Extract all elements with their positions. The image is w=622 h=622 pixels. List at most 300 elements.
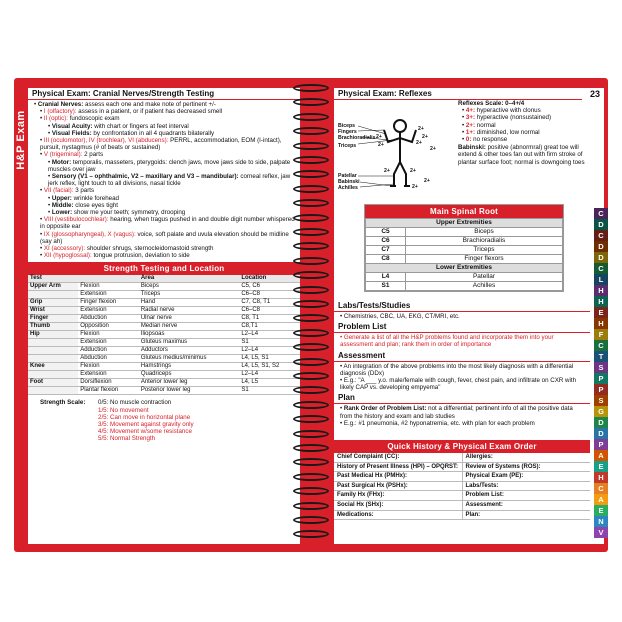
section-tab[interactable]: G bbox=[594, 406, 608, 417]
nerve-test: assess in a patient, or if patient has decreased smell bbox=[78, 108, 223, 116]
lower-extremities-header: Lower Extremities bbox=[366, 264, 563, 273]
table-cell: Ulnar nerve bbox=[139, 315, 240, 323]
reflex-scale-item: • 2+: normal bbox=[462, 121, 496, 129]
bullet: • bbox=[40, 252, 44, 260]
quick-hp-left: Past Medical Hx (PMHx): bbox=[334, 472, 462, 482]
table-row bbox=[28, 379, 300, 387]
reflex-meaning: hyperactive (nonsustained) bbox=[476, 114, 552, 122]
spiral-coil bbox=[293, 473, 329, 481]
babinski-note: Babinski: positive (abnormral) great toe will extend & other toes fan out with firm stroke of plantar surface foot; normal is downgoing toes bbox=[458, 144, 585, 166]
cranial-nerve-line bbox=[40, 231, 296, 245]
nerve-name: XI (accessory): bbox=[43, 245, 86, 253]
bullet: • bbox=[48, 173, 52, 181]
spiral-coil bbox=[293, 358, 329, 366]
table-cell: C6–C8 bbox=[239, 307, 300, 315]
mark-triceps: 2+ bbox=[416, 140, 422, 146]
reflex-scale-item: • 1+: diminished, low normal bbox=[462, 128, 540, 136]
plan-text-2: • E.g.: #1 pneumonia, #2 hyponatremia, etc. with plan for each problem bbox=[340, 419, 535, 427]
spiral-coil bbox=[293, 516, 329, 524]
bullet: • bbox=[40, 115, 44, 123]
spinal-root-row bbox=[366, 273, 563, 282]
table-cell: S1 bbox=[239, 387, 300, 395]
quick-hp-table bbox=[334, 453, 590, 520]
quick-hp-title: Quick History & Physical Exam Order bbox=[334, 440, 590, 453]
table-row bbox=[28, 387, 300, 395]
spiral-coil bbox=[293, 329, 329, 337]
table-cell: Hamstrings bbox=[139, 363, 240, 371]
spiral-coil bbox=[293, 113, 329, 121]
table-cell: Flexion bbox=[78, 283, 139, 291]
table-row bbox=[28, 323, 300, 331]
nerve-test: shoulder shrugs, sternocleidomastoid strength bbox=[86, 245, 214, 253]
table-cell: C6–C8 bbox=[239, 291, 300, 299]
spiral-coil bbox=[293, 185, 329, 193]
root-reflex: Finger flexors bbox=[406, 255, 563, 264]
strength-scale-label: Strength Scale: bbox=[40, 399, 86, 407]
table-cell: Dorsiflexion bbox=[78, 379, 139, 387]
nerve-name: Visual Fields: bbox=[51, 129, 92, 137]
section-tab[interactable]: H bbox=[594, 285, 608, 296]
section-tab[interactable]: C bbox=[594, 340, 608, 351]
mark-brachioradialis: 2+ bbox=[422, 134, 428, 140]
section-tab[interactable]: L bbox=[594, 274, 608, 285]
mark-left-patellar: 2+ bbox=[384, 168, 390, 174]
table-cell: Foot bbox=[28, 379, 78, 387]
spiral-coil bbox=[293, 84, 329, 92]
section-tab[interactable]: A bbox=[594, 494, 608, 505]
spinal-root-row bbox=[366, 237, 563, 246]
label-patellar: Patellar bbox=[338, 173, 357, 179]
quick-hp-left: History of Present Illness (HPI) – OPQRST: bbox=[334, 462, 462, 472]
spiral-coil bbox=[293, 444, 329, 452]
scale-item: 3/5: Movement against gravity only bbox=[98, 421, 194, 429]
mark-babinski: 2+ bbox=[424, 178, 430, 184]
nerve-name: V (trigeminal): bbox=[43, 151, 83, 159]
quick-hp-right: Review of Systems (ROS): bbox=[462, 462, 590, 472]
section-tab[interactable]: C bbox=[594, 483, 608, 494]
nerve-test: corneal reflex, jaw jerk reflex, light touch to all divisions, nasal tickle bbox=[48, 173, 291, 188]
table-row bbox=[28, 347, 300, 355]
table-cell: S1 bbox=[239, 339, 300, 347]
table-cell: Triceps bbox=[139, 291, 240, 299]
section-tab[interactable]: S bbox=[594, 395, 608, 406]
section-tab[interactable]: H bbox=[594, 472, 608, 483]
mark-fingers: 2+ bbox=[430, 146, 436, 152]
bullet: • bbox=[40, 108, 44, 116]
spiral-coil bbox=[293, 458, 329, 466]
right-side-label: H&P Exam bbox=[594, 152, 604, 198]
bullet: • bbox=[40, 230, 44, 238]
table-cell: Finger bbox=[28, 315, 78, 323]
scale-item: 1/5: No movement bbox=[98, 406, 149, 414]
table-row bbox=[28, 291, 300, 299]
nerve-test: tongue protrusion, deviation to side bbox=[93, 252, 190, 260]
nerve-name: I (olfactory): bbox=[43, 108, 77, 116]
section-tab[interactable]: T bbox=[594, 351, 608, 362]
table-cell: Grip bbox=[28, 299, 78, 307]
table-cell: C8, T1 bbox=[239, 315, 300, 323]
quick-hp-right: Problem List: bbox=[462, 491, 590, 501]
nerve-name: VIII (vestibulocochlear): bbox=[43, 216, 109, 224]
quick-hp-right: Labs/Tests: bbox=[462, 481, 590, 491]
cranial-nerve-line bbox=[40, 137, 296, 151]
reflex-meaning: normal bbox=[476, 121, 496, 129]
spiral-coil bbox=[293, 343, 329, 351]
nerve-name: Middle: bbox=[51, 201, 74, 209]
table-cell: L4, L5 bbox=[239, 379, 300, 387]
upper-extremities-header: Upper Extremities bbox=[366, 219, 563, 228]
nerve-test: close eyes tight bbox=[75, 201, 118, 209]
label-triceps: Triceps bbox=[338, 143, 357, 149]
nerve-test: 2 parts bbox=[84, 151, 104, 159]
section-tab[interactable]: E bbox=[594, 505, 608, 516]
section-tab[interactable]: H bbox=[594, 296, 608, 307]
root-reflex: Biceps bbox=[406, 228, 563, 237]
cranial-nerve-line bbox=[40, 187, 296, 194]
bullet: • bbox=[40, 137, 44, 145]
table-cell: Knee bbox=[28, 363, 78, 371]
section-tab[interactable]: D bbox=[594, 252, 608, 263]
table-cell: Abduction bbox=[78, 315, 139, 323]
section-tab[interactable]: H bbox=[594, 318, 608, 329]
plan-title: Plan bbox=[334, 392, 590, 404]
nerve-test: with chart or fingers at feet interval bbox=[94, 122, 189, 130]
spiral-coil bbox=[293, 286, 329, 294]
bullet: • bbox=[48, 201, 52, 209]
table-cell: Median nerve bbox=[139, 323, 240, 331]
root-level: C5 bbox=[366, 228, 406, 237]
bullet: • bbox=[48, 122, 52, 130]
nerve-name: Visual Acuity: bbox=[51, 122, 93, 130]
root-level: C7 bbox=[366, 246, 406, 255]
spiral-coil bbox=[293, 487, 329, 495]
reflex-meaning: diminished, low normal bbox=[476, 128, 540, 136]
cranial-nerve-line bbox=[40, 195, 296, 202]
workup-sections bbox=[334, 300, 590, 428]
table-row bbox=[28, 355, 300, 363]
reflex-grade: 4+: bbox=[465, 107, 476, 115]
section-tab[interactable]: C bbox=[594, 230, 608, 241]
table-cell: Upper Arm bbox=[28, 283, 78, 291]
labs-text: • Chemistries, CBC, UA, EKG, CT/MRI, etc. bbox=[340, 313, 460, 320]
scale-item: 4/5: Movement w/some resistance bbox=[98, 428, 192, 436]
mark-biceps: 2+ bbox=[418, 126, 424, 132]
table-cell: Gluteus medius/minimus bbox=[139, 355, 240, 363]
quick-hp-row bbox=[334, 510, 590, 520]
table-cell: Wrist bbox=[28, 307, 78, 315]
table-row bbox=[28, 363, 300, 371]
table-cell: Opposition bbox=[78, 323, 139, 331]
cranial-nerve-line bbox=[40, 252, 296, 259]
root-level: L4 bbox=[366, 273, 406, 282]
section-tab[interactable]: E bbox=[594, 461, 608, 472]
reflex-grade: 3+: bbox=[465, 114, 476, 122]
quick-hp-right: Physical Exam (PE): bbox=[462, 472, 590, 482]
nerve-test: hearing, when tragus pushed in and double digit number whispered in opposite ear bbox=[40, 216, 295, 231]
spiral-coil bbox=[293, 142, 329, 150]
nerve-name: III (oculomotor), IV (trochlear), VI (abducens): bbox=[43, 137, 169, 145]
table-row bbox=[28, 307, 300, 315]
quick-hp-row bbox=[334, 453, 590, 462]
root-level: C6 bbox=[366, 237, 406, 246]
section-tab[interactable]: P bbox=[594, 439, 608, 450]
table-cell: L2–L4 bbox=[239, 371, 300, 379]
spiral-binding bbox=[293, 78, 329, 552]
table-cell: Adductors bbox=[139, 347, 240, 355]
strength-scale bbox=[28, 395, 300, 442]
left-side-label: H&P Exam bbox=[15, 110, 27, 170]
table-cell bbox=[28, 339, 78, 347]
table-cell: L2–L4 bbox=[239, 331, 300, 339]
section-tab[interactable]: D bbox=[594, 241, 608, 252]
spinal-root-row bbox=[366, 282, 563, 291]
table-row bbox=[28, 339, 300, 347]
table-cell: Finger flexion bbox=[78, 299, 139, 307]
page-number: 23 bbox=[589, 89, 600, 99]
strength-table-header bbox=[28, 275, 300, 283]
spiral-coil bbox=[293, 156, 329, 164]
table-cell: Flexion bbox=[78, 363, 139, 371]
cranial-nerves-intro: • Cranial Nerves: assess each one and make note of pertinent +/- bbox=[34, 101, 216, 108]
reflex-grade: 1+: bbox=[465, 128, 476, 136]
bullet: • bbox=[48, 158, 52, 166]
reflexes-title: Physical Exam: Reflexes bbox=[334, 88, 582, 100]
nerve-test: wrinkle forehead bbox=[73, 194, 119, 202]
col-blank bbox=[78, 275, 139, 283]
nerve-name: XII (hypoglossal): bbox=[43, 252, 92, 260]
scale-item: 0/5: No muscle contraction bbox=[98, 399, 172, 407]
table-cell: Extension bbox=[78, 291, 139, 299]
mark-left-biceps: 2+ bbox=[376, 134, 382, 140]
section-tab[interactable]: C bbox=[594, 263, 608, 274]
reflex-stick-figure bbox=[338, 116, 448, 196]
nerve-test: by confrontation in all 4 quadrants bilaterally bbox=[93, 129, 215, 137]
strength-scale-list bbox=[98, 399, 194, 442]
nerve-test: show me your teeth; symmetry, drooping bbox=[73, 209, 186, 217]
table-row bbox=[28, 299, 300, 307]
reflex-grade: 2+: bbox=[465, 121, 476, 129]
reflex-meaning: hyperactive with clonus bbox=[476, 107, 541, 115]
right-edge-strip bbox=[594, 78, 608, 552]
table-cell: C8,T1 bbox=[239, 323, 300, 331]
mark-patellar: 2+ bbox=[410, 168, 416, 174]
spiral-coil bbox=[293, 271, 329, 279]
cranial-nerve-line bbox=[40, 202, 296, 209]
reflex-scale-item: • 4+: hyperactive with clonus bbox=[462, 107, 541, 115]
section-tab[interactable]: D bbox=[594, 428, 608, 439]
col-area: Area bbox=[139, 275, 240, 283]
table-cell: Abduction bbox=[78, 355, 139, 363]
nerve-name: IX (glossopharyngeal), X (vagus): bbox=[43, 230, 136, 238]
main-spinal-root-table bbox=[364, 204, 564, 292]
table-cell bbox=[28, 371, 78, 379]
main-spinal-root-title: Main Spinal Root bbox=[365, 205, 563, 218]
table-cell bbox=[28, 387, 78, 395]
labs-title: Labs/Tests/Studies bbox=[334, 300, 590, 312]
cranial-nerve-list bbox=[28, 108, 300, 259]
nerve-name: Sensory (V1 – ophthalmic, V2 – maxillary and V3 – mandibular): bbox=[51, 173, 239, 181]
spiral-coil bbox=[293, 300, 329, 308]
table-cell: L2–L4 bbox=[239, 347, 300, 355]
spinal-root-row bbox=[366, 228, 563, 237]
section-tab[interactable]: F bbox=[594, 329, 608, 340]
spiral-coil bbox=[293, 228, 329, 236]
table-cell: Extension bbox=[78, 371, 139, 379]
nerve-test: 3 parts bbox=[75, 187, 95, 195]
spiral-coil bbox=[293, 257, 329, 265]
cranial-nerve-line bbox=[40, 245, 296, 252]
section-tab[interactable]: D bbox=[594, 417, 608, 428]
table-cell: Quadriceps bbox=[139, 371, 240, 379]
bullet: • bbox=[40, 151, 44, 159]
quick-hp-row bbox=[334, 491, 590, 501]
quick-hp-right: Allergies: bbox=[462, 453, 590, 462]
nerve-test: fundoscopic exam bbox=[69, 115, 120, 123]
bullet: • bbox=[48, 209, 52, 217]
section-tab[interactable]: C bbox=[594, 208, 608, 219]
table-cell bbox=[28, 291, 78, 299]
assessment-text-2: • E.g.: "A ___ y.o. male/female with cough, fever, chest pain, and infiltrate on CXR with likely CAP vs. developing empyema" bbox=[340, 377, 577, 392]
problem-list-text: • Generate a list of all the H&P problems found and incorporate them into your assessment and plan; rank them in order of importance bbox=[340, 334, 554, 349]
quick-hp-order bbox=[334, 440, 590, 520]
bullet: • bbox=[40, 187, 44, 195]
cranial-nerve-line bbox=[40, 159, 296, 173]
quick-hp-row bbox=[334, 500, 590, 510]
table-cell: Hand bbox=[139, 299, 240, 307]
nerve-test: PERRL, accommodation, EOM (I-intact), pursuit, nystagmus (# of beats or sustained) bbox=[40, 137, 282, 152]
label-babinski: Babinski bbox=[338, 179, 360, 185]
table-row bbox=[28, 315, 300, 323]
assessment-title: Assessment bbox=[334, 350, 590, 362]
bullet: • bbox=[40, 216, 44, 224]
table-row bbox=[28, 283, 300, 291]
label-brachioradialis: Brachioradialis bbox=[338, 135, 376, 141]
spiral-coil bbox=[293, 98, 329, 106]
reflex-scale-title: Reflexes Scale: 0–4+/4 bbox=[458, 100, 525, 107]
spiral-coil bbox=[293, 401, 329, 409]
nerve-name: Upper: bbox=[51, 194, 72, 202]
section-tab[interactable]: D bbox=[594, 219, 608, 230]
section-tab[interactable]: V bbox=[594, 527, 608, 538]
section-tab[interactable]: S bbox=[594, 362, 608, 373]
nerve-test: temporalis, masseters, pterygoids: clench jaws, move jaws side to side, palpate muscles over jaw bbox=[48, 158, 291, 173]
table-cell: Posterior lower leg bbox=[139, 387, 240, 395]
label-biceps: Biceps bbox=[338, 123, 356, 129]
assessment-text-1: • An integration of the above problems into the most likely diagnosis with a differential diagnosis (DDx) bbox=[340, 362, 574, 377]
spiral-coil bbox=[293, 386, 329, 394]
table-cell: Radial nerve bbox=[139, 307, 240, 315]
reflex-grade: 0: bbox=[465, 136, 472, 144]
bullet: • bbox=[48, 129, 52, 137]
root-reflex: Achilles bbox=[406, 282, 563, 291]
quick-hp-left: Past Surgical Hx (PSHx): bbox=[334, 481, 462, 491]
spiral-coil bbox=[293, 214, 329, 222]
spiral-coil bbox=[293, 170, 329, 178]
table-cell: L4, L5, S1, S2 bbox=[239, 363, 300, 371]
strength-table bbox=[28, 275, 300, 395]
quick-hp-right: Plan: bbox=[462, 510, 590, 520]
table-row bbox=[28, 331, 300, 339]
spiral-coil bbox=[293, 372, 329, 380]
spiral-coil bbox=[293, 502, 329, 510]
section-tab[interactable]: N bbox=[594, 516, 608, 527]
label-fingers: Fingers bbox=[338, 129, 357, 135]
cranial-nerve-line bbox=[40, 209, 296, 216]
reflex-scale-list bbox=[458, 107, 588, 143]
strength-testing-header: Strength Testing and Location bbox=[28, 262, 300, 275]
section-tab[interactable]: P bbox=[594, 384, 608, 395]
problem-list-title: Problem List bbox=[334, 321, 590, 333]
scale-item: 2/5: Can move in horizontal plane bbox=[98, 413, 191, 421]
table-cell: L4, L5, S1 bbox=[239, 355, 300, 363]
table-cell: C7, C8, T1 bbox=[239, 299, 300, 307]
col-location: Location bbox=[239, 275, 300, 283]
reflex-scale-block bbox=[458, 100, 588, 166]
root-reflex: Brachioradialis bbox=[406, 237, 563, 246]
table-cell bbox=[28, 355, 78, 363]
table-cell: Gluteus maximus bbox=[139, 339, 240, 347]
spiral-coil bbox=[293, 242, 329, 250]
cranial-nerve-line bbox=[40, 130, 296, 137]
nerve-test: voice, soft palate and uvula elevation should be midline (say ah) bbox=[40, 230, 289, 245]
spinal-root-row bbox=[366, 255, 563, 264]
table-cell: Anterior lower leg bbox=[139, 379, 240, 387]
spiral-coil bbox=[293, 415, 329, 423]
quick-hp-row bbox=[334, 481, 590, 491]
open-booklet bbox=[14, 78, 608, 552]
cranial-nerve-line bbox=[40, 115, 296, 122]
spiral-coil bbox=[293, 127, 329, 135]
section-tab[interactable]: E bbox=[594, 307, 608, 318]
cranial-nerve-line bbox=[40, 151, 296, 158]
plan-text-1: • Rank Order of Problem List: not a differential; pertinent info of all the positive data from the history and exam and lab studies bbox=[340, 405, 573, 420]
quick-hp-row bbox=[334, 472, 590, 482]
root-reflex: Patellar bbox=[406, 273, 563, 282]
quick-hp-left: Family Hx (FHx): bbox=[334, 491, 462, 501]
quick-hp-left: Social Hx (SHx): bbox=[334, 500, 462, 510]
table-row bbox=[28, 371, 300, 379]
spiral-coil bbox=[293, 199, 329, 207]
reflex-scale-item: • 0: no response bbox=[462, 136, 508, 144]
mark-left-triceps: 2+ bbox=[378, 142, 384, 148]
quick-hp-right: Assessment: bbox=[462, 500, 590, 510]
root-level: C8 bbox=[366, 255, 406, 264]
reflex-meaning: no response bbox=[473, 136, 508, 144]
section-tab[interactable]: A bbox=[594, 450, 608, 461]
spiral-coil bbox=[293, 314, 329, 322]
table-cell: Extension bbox=[78, 339, 139, 347]
table-cell: Flexion bbox=[78, 331, 139, 339]
right-page bbox=[334, 88, 604, 544]
bullet: • bbox=[40, 245, 44, 253]
reflex-scale-item: • 3+: hyperactive (nonsustained) bbox=[462, 114, 552, 122]
root-reflex: Triceps bbox=[406, 246, 563, 255]
quick-hp-left: Chief Complaint (CC): bbox=[334, 453, 462, 462]
left-page bbox=[28, 88, 300, 544]
scale-item: 5/5: Normal Strength bbox=[98, 435, 156, 443]
table-cell: Iliopsoas bbox=[139, 331, 240, 339]
section-tab[interactable]: P bbox=[594, 373, 608, 384]
cranial-nerve-line bbox=[40, 123, 296, 130]
section-tabs bbox=[594, 98, 608, 538]
table-cell: Biceps bbox=[139, 283, 240, 291]
table-cell: C5, C6 bbox=[239, 283, 300, 291]
spiral-coil bbox=[293, 530, 329, 538]
cranial-nerve-line bbox=[40, 216, 296, 230]
table-cell bbox=[28, 347, 78, 355]
mark-achilles: 2+ bbox=[412, 184, 418, 190]
spiral-coil bbox=[293, 430, 329, 438]
